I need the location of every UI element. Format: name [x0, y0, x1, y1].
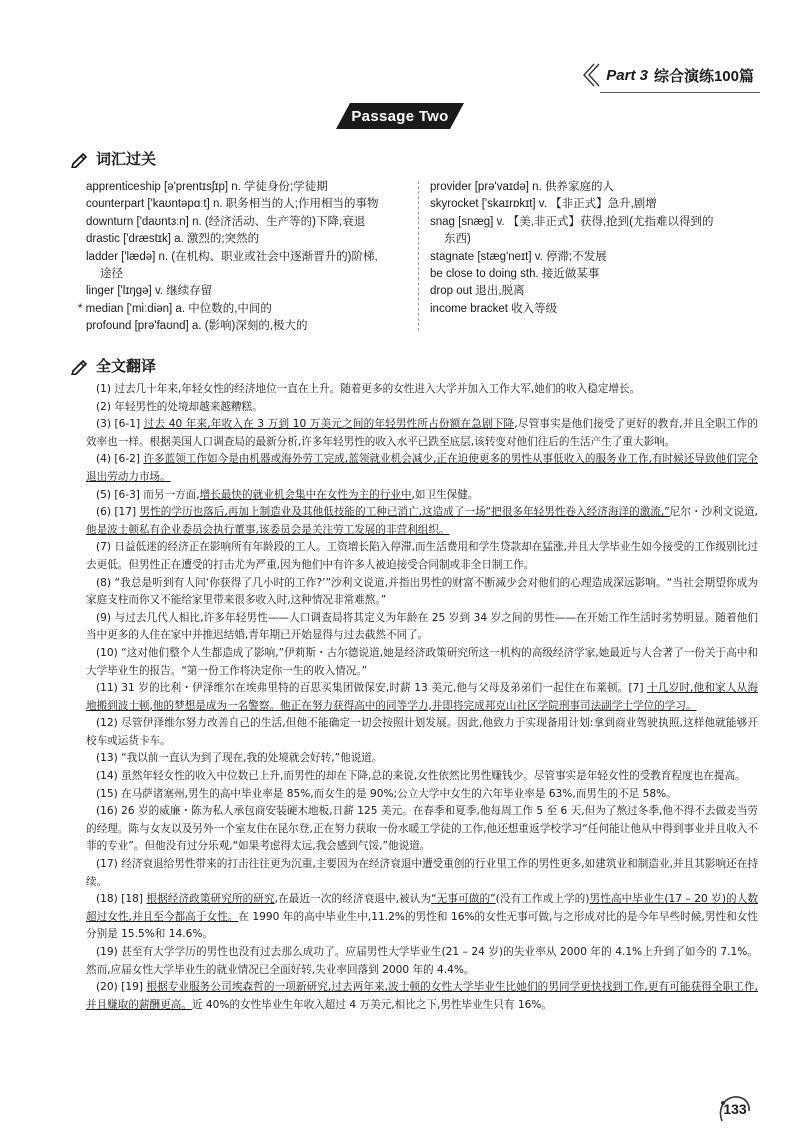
vocab-section-heading: [70, 148, 156, 169]
translation-paragraph: [86, 979, 758, 1014]
vocab-entry: snag [snæg] v. 【美,非正式】获得,抢到(尤指难以得到的: [430, 215, 714, 228]
translation-heading-text: 全文翻译: [96, 357, 157, 375]
running-header: [580, 62, 754, 88]
translation-section-heading: [70, 355, 156, 376]
passage-title: Passage Two: [351, 107, 449, 125]
translation-paragraph: [86, 399, 758, 417]
paragraph-text: (7) 日益低迷的经济正在影响所有年龄段的工人。工资增长陷入停滞,而生活费用和学生贷款却在猛涨,并且大学毕业生如今接受的工作级别比过去更低。但男性正在遭受的打击尤为严重,因为他们中有许多人被迫接受合同制或非全日制工作。: [86, 541, 758, 571]
underlined-answer-text: 根据经济政策研究所的研究: [146, 893, 275, 906]
paragraph-text: (9) 与过去几代人相比,许多年轻男性——人口调查局将其定义为年龄在 25 岁到 34 岁之间的男性——在开始工作生活时劣势明显。随着他们当中更多的人住在家中并推迟结婚,青年期已开始显得与过去截然不同了。: [86, 611, 758, 642]
paragraph-text: 尼尔・沙利文说道,: [669, 506, 758, 519]
paragraph-text: (15) 在马萨诸塞州,男生的高中毕业率是 85%,而女生的是 90%;公立大学中女生的六年毕业率是 63%,而男生的不足 58%。: [96, 787, 677, 800]
underlined-answer-text: “无事可做的”: [431, 893, 496, 906]
underlined-answer-text: 男性的学历也落后,再加上制造业及其他低技能的工种已消亡,这造成了一场“把很多年轻男性卷入经济海洋的激流,”: [139, 506, 670, 519]
translation-paragraph: [86, 381, 758, 399]
translation-paragraph: [86, 786, 758, 804]
paragraph-text: (16) 26 岁的威廉・陈为私人承包商安装硬木地板,日薪 125 美元。在春季和夏季,他每周工作 5 至 6 天,但为了熬过冬季,他不得不去做麦当劳的经理。陈与女友以及另外一个室友住在昆尔登,正在努力获取一份水暖工学徒的工作,他还想重返学校学习“任何能让他从中得到事业并且收入不菲的专业”。但他没有过分乐观,“如果考虑得太远,我会感到气馁,”他说道。: [86, 805, 758, 853]
paragraph-text: ,如卫生保健。: [411, 488, 479, 501]
translation-paragraph: [86, 451, 758, 486]
paragraph-text: (13) “我以前一直认为到了现在,我的处境就会好转,”他说道。: [96, 752, 383, 765]
vocab-entry: apprenticeship [ə'prentɪsʃɪp] n. 学徒身份;学徒期: [86, 181, 328, 193]
underlined-answer-text: 他是波士顿私有企业委员会执行董事,该委员会是关注劳工发展的非营利组织。: [86, 523, 450, 536]
part-label: Part 3: [606, 66, 648, 84]
vocab-entry: be close to doing sth. 接近做某事: [430, 268, 600, 281]
underlined-answer-text: 根据专业服务公司埃森哲的一项新研究,过去两年来,波士顿的女性大学毕业生比她们的男同学更快找到工作,更有可能获得全职工作,并且赚取的薪酬更高。: [86, 981, 759, 1011]
paragraph-text: (17) 经济衰退给男性带来的打击往往更为沉重,主要因为在经济衰退中遭受重创的行业里工作的男性更多,如建筑业和制造业,并且其影响还在持续。: [86, 858, 758, 888]
vocab-heading-text: 词汇过关: [96, 150, 157, 168]
paragraph-text: (4) [6-2]: [96, 453, 144, 466]
paragraph-text: 在 1990 年的高中毕业生中,11.2%的男性和 16%的女性无事可做,与之形成对比的是今年早些时候,男性和女性分别是 15.5%和 14.6%。: [86, 910, 758, 941]
translation-paragraph: [86, 610, 758, 645]
paragraph-text: (6) [17]: [96, 506, 140, 519]
header-rule: [600, 92, 760, 93]
translation-paragraph: [86, 715, 758, 750]
paragraph-text: ,在最近一次的经济衰退中,被认为: [274, 893, 432, 906]
paragraph-text: (2) 年轻男性的处境却越来越糟糕。: [96, 400, 263, 413]
vocab-column-left: [78, 179, 416, 336]
paragraph-text: (18) [18]: [96, 893, 147, 906]
paragraph-text: (8) “我总是听到有人问‘你获得了几小时的工作?’”沙利文说道,并指出男性的财富不断减少会对他们的心理造成深远影响。“当社会期望你成为家庭支柱而你又不能给家里带来很多收入时,这种情况非常难熬。”: [86, 576, 758, 607]
translation-paragraph: [86, 487, 758, 505]
vocab-entry: stagnate [stæg'neɪt] v. 停滞;不发展: [430, 250, 607, 263]
paragraph-text: (没有工作或上学的): [495, 893, 590, 906]
translation-paragraph: [86, 856, 758, 891]
vocab-entry: counterpart ['kaʊntəpɑːt] n. 职务相当的人;作用相当的事物: [86, 198, 379, 211]
underlined-answer-text: 十几岁时,他和家人从海地搬到波士顿,他的梦想是成为一名警察。他正在努力获得高中的同等学力,并即将完成邦克山社区学院刑事司法副学士学位的学习。: [86, 682, 758, 712]
vocab-entry: * median ['miːdiən] a. 中位数的,中间的: [78, 302, 272, 315]
underlined-answer-text: 增长最快的就业机会集中在女性为主的行业中: [199, 488, 412, 501]
vocab-entry: ladder ['lædə] n. (在机构、职业或社会中逐渐晋升的)阶梯,: [86, 250, 378, 263]
paragraph-text: ,尽管事实是他们接受了更好的教育,并且全职工作的效率也一样。根据美国人口调查局的最新分析,许多年轻男性的收入水平已跌至底层,该转变对他们往后的生活产生了重大影响。: [86, 418, 758, 448]
vocab-entry: profound [prə'faʊnd] a. (影响)深刻的,极大的: [86, 320, 308, 333]
paragraph-text: (3) [6-1]: [96, 418, 144, 431]
vocab-entry-continued: 途径: [100, 268, 123, 281]
underlined-answer-text: 男性高中毕业生(17 – 20 岁)的人数超过女性,并且至今都高于女性。: [86, 893, 759, 923]
paragraph-text: 近 40%的女性毕业生年收入超过 4 万美元,相比之下,男性毕业生只有 16%。: [191, 998, 553, 1011]
translation-paragraph: [86, 645, 758, 680]
vocab-entry: drop out 退出,脱离: [430, 285, 525, 298]
translation-paragraph: [86, 768, 758, 786]
translation-paragraph: [86, 416, 758, 451]
vocab-entry: downturn ['daʊntɜːn] n. (经济活动、生产等的)下降,衰退: [86, 215, 366, 228]
vocab-entry: income bracket 收入等级: [430, 302, 558, 315]
paragraph-text: (14) 虽然年轻女性的收入中位数已上升,而男性的却在下降,总的来说,女性依然比男性赚钱少。尽管事实是年轻女性的受教育程度也在提高。: [96, 770, 746, 783]
translation-paragraph: [86, 504, 758, 539]
underlined-answer-text: 过去 40 年来,年收入在 3 万到 10 万美元之间的年轻男性所占份额在急剧下降: [143, 418, 515, 431]
part-title: 综合演练100篇: [653, 67, 754, 85]
chevron-ornament-icon: [580, 62, 600, 88]
vocab-entry: provider [prə'vaɪdə] n. 供养家庭的人: [430, 181, 614, 193]
translation-paragraph: [86, 539, 758, 574]
pencil-icon: [70, 150, 90, 168]
paragraph-text: (20) [19]: [96, 981, 147, 994]
vocab-column-right: [430, 179, 756, 318]
vocab-entry-continued: 东西): [444, 233, 471, 246]
translation-paragraph: [86, 891, 758, 944]
paragraph-text: (12) 尽管伊泽维尔努力改善自己的生活,但他不能确定一切会按照计划发展。因此,他致力于实现备用计划:拿到商业驾驶执照,这样他就能够开校车或运货卡车。: [86, 717, 758, 747]
paragraph-text: (5) [6-3] 而另一方面,: [96, 488, 200, 501]
page-number-text: 133: [723, 1101, 747, 1117]
passage-banner: [336, 103, 464, 129]
translation-body: [86, 381, 758, 1014]
paragraph-text: (11) 31 岁的比利・伊泽维尔在埃弗里特的百思买集团做保安,时薪 13 美元,他与父母及弟弟们一起住在布莱顿。[7]: [96, 682, 648, 695]
paragraph-text: (19) 甚至有大学学历的男性也没有过去那么成功了。应届男性大学毕业生(21 – 24 岁)的失业率从 2000 年的 4.1%上升到了如今的 7.1%。然而,应届女性大学毕业生的就业情况已全面好转,失业率回落到 2000 年的 4.4%。: [86, 946, 758, 976]
pencil-icon: [70, 357, 90, 375]
translation-paragraph: [86, 680, 758, 715]
vocab-entry: drastic ['dræstɪk] a. 激烈的;突然的: [86, 233, 260, 246]
translation-paragraph: [86, 944, 758, 979]
paragraph-text: (10) “这对他们整个人生都造成了影响,”伊莉斯・古尔德说道,她是经济政策研究所这一机构的高级经济学家,她最近与人合著了一份关于高中和大学毕业生的报告。“第一份工作将决定你一生的收入情况。”: [86, 646, 758, 677]
underlined-answer-text: 许多蓝领工作如今是由机器或海外劳工完成,蓝领就业机会减少,正在迫使更多的男性从事低收入的服务业工作,有时候还导致他们完全退出劳动力市场。: [86, 453, 758, 483]
paragraph-text: (1) 过去几十年来,年轻女性的经济地位一直在上升。随着更多的女性进入大学并加入工作大军,她们的收入稳定增长。: [96, 383, 641, 395]
vocab-entry: linger ['lɪŋgə] v. 继续存留: [86, 285, 213, 298]
page-number: [720, 1097, 750, 1121]
translation-paragraph: [86, 803, 758, 856]
translation-paragraph: [86, 575, 758, 610]
translation-paragraph: [86, 750, 758, 768]
vocab-entry: skyrocket ['skaɪrɒkɪt] v. 【非正式】急升,剧增: [430, 198, 657, 211]
vocab-column-divider: [418, 181, 419, 331]
